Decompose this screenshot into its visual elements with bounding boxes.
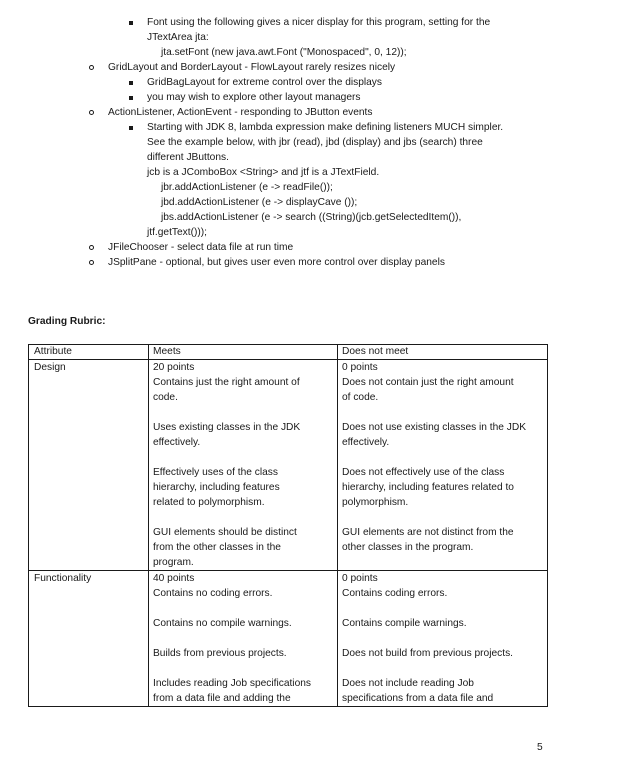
- table-col-rule: [337, 344, 338, 707]
- design-meets-points: 20 points: [153, 362, 195, 373]
- layout-subitem: GridBagLayout for extreme control over the displays: [147, 77, 382, 88]
- square-bullet-icon: [129, 21, 133, 25]
- lambda-line-2: See the example below, with jbr (read), jbd (display) and jbs (search) three: [147, 137, 483, 148]
- functionality-meets-text: Contains no coding errors.: [153, 588, 273, 599]
- functionality-meets-points: 40 points: [153, 573, 195, 584]
- layout-subitem: you may wish to explore other layout managers: [147, 92, 361, 103]
- design-meets-text: effectively.: [153, 437, 201, 448]
- design-meets-text: from the other classes in the: [153, 542, 281, 553]
- rubric-table: [28, 344, 548, 708]
- splitpane-item: JSplitPane - optional, but gives user even more control over display panels: [108, 257, 445, 268]
- header-does-not-meet: Does not meet: [342, 346, 409, 357]
- lambda-line-1: Starting with JDK 8, lambda expression make defining listeners MUCH simpler.: [147, 122, 504, 133]
- functionality-not-points: 0 points: [342, 573, 378, 584]
- square-bullet-icon: [129, 96, 133, 100]
- design-attribute: Design: [34, 362, 66, 373]
- design-not-text: hierarchy, including features related to: [342, 482, 514, 493]
- table-border-left: [28, 344, 29, 707]
- square-bullet-icon: [129, 126, 133, 130]
- table-border-bottom: [28, 706, 548, 707]
- table-border-top: [28, 344, 548, 345]
- lambda-line-3: different JButtons.: [147, 152, 229, 163]
- design-meets-text: Effectively uses of the class: [153, 467, 278, 478]
- functionality-not-text: Contains compile warnings.: [342, 618, 467, 629]
- code-line-3: jbs.addActionListener (e -> search ((String)(jcb.getSelectedItem()),: [161, 212, 462, 223]
- functionality-not-text: specifications from a data file and: [342, 693, 494, 704]
- design-not-points: 0 points: [342, 362, 378, 373]
- circle-bullet-icon: [89, 245, 94, 250]
- design-not-text: GUI elements are not distinct from the: [342, 527, 514, 538]
- design-meets-text: GUI elements should be distinct: [153, 527, 297, 538]
- action-item: ActionListener, ActionEvent - responding to JButton events: [108, 107, 373, 118]
- design-not-text: other classes in the program.: [342, 542, 474, 553]
- design-meets-text: related to polymorphism.: [153, 497, 265, 508]
- circle-bullet-icon: [89, 65, 94, 70]
- functionality-attribute: Functionality: [34, 573, 92, 584]
- font-tip-code: jta.setFont (new java.awt.Font ("Monospaced", 0, 12));: [161, 47, 407, 58]
- design-not-text: Does not contain just the right amount: [342, 377, 514, 388]
- design-meets-text: Contains just the right amount of: [153, 377, 300, 388]
- functionality-meets-text: Builds from previous projects.: [153, 648, 287, 659]
- design-not-text: of code.: [342, 392, 379, 403]
- header-meets: Meets: [153, 346, 181, 357]
- square-bullet-icon: [129, 81, 133, 85]
- font-tip-line-2: JTextArea jta:: [147, 32, 209, 43]
- design-meets-text: Uses existing classes in the JDK: [153, 422, 301, 433]
- code-line-2: jbd.addActionListener (e -> displayCave ());: [161, 197, 358, 208]
- page-number: 5: [537, 742, 543, 753]
- design-not-text: polymorphism.: [342, 497, 409, 508]
- code-line-1: jbr.addActionListener (e -> readFile());: [161, 182, 333, 193]
- design-meets-text: code.: [153, 392, 178, 403]
- header-attribute: Attribute: [34, 346, 72, 357]
- design-meets-text: hierarchy, including features: [153, 482, 280, 493]
- rubric-heading: Grading Rubric:: [28, 316, 106, 327]
- design-not-text: effectively.: [342, 437, 390, 448]
- font-tip-line-1: Font using the following gives a nicer display for this program, setting for the: [147, 17, 491, 28]
- functionality-not-text: Contains coding errors.: [342, 588, 448, 599]
- table-row-rule: [28, 570, 548, 571]
- circle-bullet-icon: [89, 260, 94, 265]
- filechooser-item: JFileChooser - select data file at run time: [108, 242, 294, 253]
- code-line-cont: jtf.getText()));: [147, 227, 207, 238]
- functionality-meets-text: Contains no compile warnings.: [153, 618, 292, 629]
- table-col-rule: [148, 344, 149, 707]
- functionality-not-text: Does not build from previous projects.: [342, 648, 514, 659]
- circle-bullet-icon: [89, 110, 94, 115]
- functionality-meets-text: from a data file and adding the: [153, 693, 291, 704]
- table-header-rule: [28, 359, 548, 360]
- design-not-text: Does not use existing classes in the JDK: [342, 422, 527, 433]
- design-not-text: Does not effectively use of the class: [342, 467, 505, 478]
- layout-item: GridLayout and BorderLayout - FlowLayout rarely resizes nicely: [108, 62, 396, 73]
- table-border-right: [547, 344, 548, 707]
- jcb-line: jcb is a JComboBox <String> and jtf is a JTextField.: [147, 167, 380, 178]
- design-meets-text: program.: [153, 557, 194, 568]
- functionality-not-text: Does not include reading Job: [342, 678, 474, 689]
- functionality-meets-text: Includes reading Job specifications: [153, 678, 312, 689]
